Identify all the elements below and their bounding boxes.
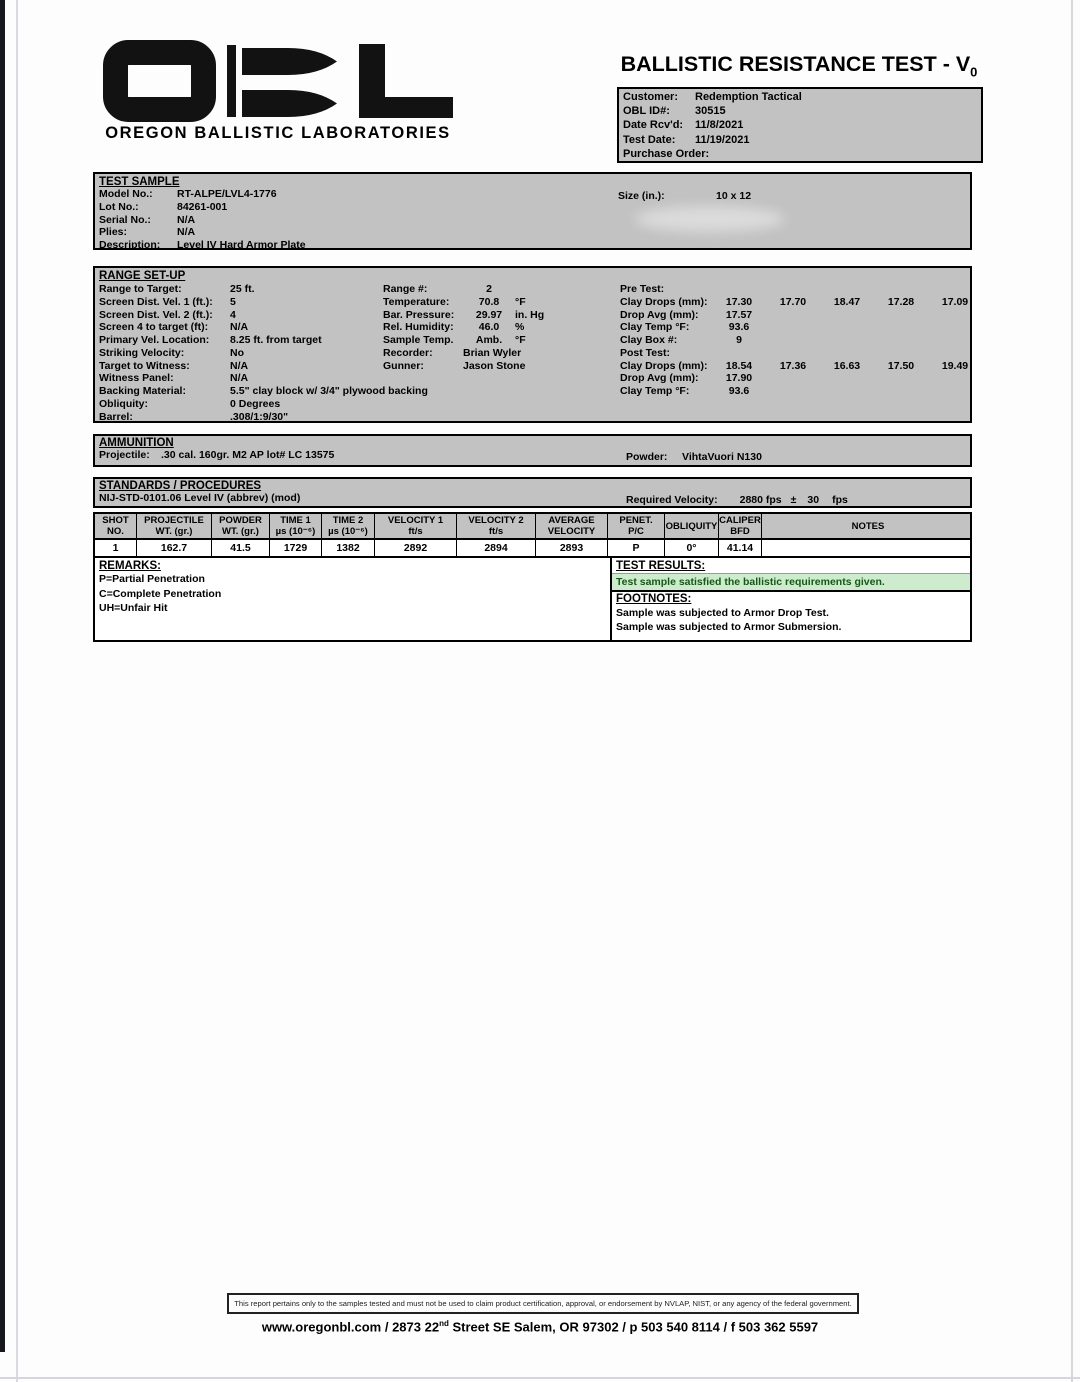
field-label: Plies: [99, 226, 128, 239]
pre-clay-drops-row [620, 296, 982, 309]
velocity-unit: fps [832, 494, 848, 506]
field-value: 84261-001 [177, 200, 228, 213]
sample-row [99, 188, 970, 201]
post-test-label: Post Test: [620, 346, 670, 359]
table-cell-notes [762, 540, 972, 556]
sample-row [99, 214, 970, 227]
field-value: 4 [230, 308, 236, 321]
pre-drop-avg-row [620, 309, 982, 322]
customer-row [623, 134, 981, 148]
field-label: Witness Panel: [99, 372, 174, 385]
column-header: CALIPER BFD [719, 514, 762, 540]
page-title-main: BALLISTIC RESISTANCE TEST - V [620, 52, 971, 76]
field-label: Serial No.: [99, 213, 151, 226]
section-heading: TEST RESULTS: [616, 560, 706, 572]
customer-row [623, 105, 981, 119]
field-value: 17.90 [725, 372, 753, 385]
field-unit: in. Hg [515, 308, 545, 321]
column-header: AVERAGE VELOCITY [536, 514, 608, 540]
clay-drop-value: 17.09 [941, 295, 969, 308]
table-cell-projectile-wt: 162.7 [137, 540, 212, 556]
column-header: TIME 2 µs (10⁻⁶) [322, 514, 375, 540]
field-label: Test Date: [623, 133, 676, 146]
field-value: N/A [230, 372, 249, 385]
page-title [612, 52, 986, 79]
range-row [99, 309, 428, 322]
remark-line: C=Complete Penetration [99, 587, 222, 600]
column-header: VELOCITY 2 ft/s [457, 514, 536, 540]
plus-minus-sign: ± [790, 494, 797, 506]
range-row [383, 321, 544, 334]
remarks-section [93, 556, 612, 642]
field-label: Purchase Order: [623, 147, 710, 160]
section-heading: REMARKS: [99, 560, 161, 572]
table-cell-caliper-bfd: 41.14 [719, 540, 762, 556]
field-label: Range #: [383, 283, 428, 295]
column-header: VELOCITY 1 ft/s [375, 514, 457, 540]
field-label: Projectile: [99, 449, 150, 461]
post-clay-drops-row [620, 360, 982, 373]
range-row [99, 283, 428, 296]
field-label: Clay Drops (mm): [620, 359, 708, 372]
table-cell-obliquity: 0° [665, 540, 719, 556]
field-label: Temperature: [383, 295, 450, 308]
field-label: Range to Target: [99, 283, 182, 295]
field-value: Jason Stone [463, 359, 526, 372]
field-label: Screen 4 to target (ft): [99, 321, 209, 334]
field-label: Barrel: [99, 410, 133, 423]
range-row [383, 296, 544, 309]
field-value: 29.97 [475, 308, 503, 321]
field-value: Redemption Tactical [695, 91, 802, 103]
clay-drop-value: 19.49 [941, 359, 969, 372]
field-label: Bar. Pressure: [383, 308, 455, 321]
column-header: NOTES [762, 514, 972, 540]
field-label: Required Velocity: [626, 494, 718, 506]
test-results-section [610, 556, 972, 642]
test-result-status: Test sample satisfied the ballistic requirements given. [612, 573, 970, 592]
clay-drop-value: 17.36 [779, 359, 807, 372]
field-unit: °F [515, 334, 526, 346]
field-value: N/A [177, 226, 196, 239]
standard-name: NIJ-STD-0101.06 Level IV (abbrev) (mod) [99, 492, 301, 504]
table-cell-powder-wt: 41.5 [212, 540, 270, 556]
field-value: 5 [230, 295, 236, 308]
table-cell-penetration: P [608, 540, 665, 556]
disclaimer-box: This report pertains only to the samples tested and must not be used to claim product certification, approval, or endorsement by NVLAP, NIST, or any agency of the federal government. [227, 1293, 859, 1314]
range-row [99, 385, 428, 398]
section-heading: FOOTNOTES: [616, 593, 692, 605]
standards-section [93, 477, 972, 508]
range-setup-left-column [99, 283, 428, 423]
footnote-line: Sample was subjected to Armor Drop Test. [616, 607, 829, 619]
clay-drop-value: 18.47 [833, 295, 861, 308]
contact-footer [0, 1319, 1080, 1334]
contact-footer-ordinal: nd [439, 1319, 449, 1328]
shot-data-table [93, 512, 972, 558]
clay-drop-value: 18.54 [725, 359, 753, 372]
sample-row [99, 226, 970, 239]
column-header: POWDER WT. (gr.) [212, 514, 270, 540]
table-cell-time1: 1729 [270, 540, 322, 556]
range-row [383, 347, 544, 360]
field-value: 46.0 [478, 321, 500, 334]
field-value: Level IV Hard Armor Plate [177, 239, 306, 252]
ammunition-section [93, 434, 972, 467]
clay-drop-value: 17.50 [887, 359, 915, 372]
customer-row [623, 91, 981, 105]
range-setup-middle-column [383, 283, 544, 372]
table-cell-velocity1: 2892 [375, 540, 457, 556]
field-value: 10 x 12 [716, 190, 752, 202]
range-row [383, 283, 544, 296]
table-cell-average-velocity: 2893 [536, 540, 608, 556]
range-row [99, 296, 428, 309]
clay-drop-value: 17.70 [779, 295, 807, 308]
field-label: Clay Temp °F: [620, 385, 690, 397]
field-value: 17.57 [725, 308, 753, 321]
column-header: OBLIQUITY [665, 514, 719, 540]
field-value: No [230, 346, 244, 359]
range-row [99, 334, 428, 347]
range-row [99, 347, 428, 360]
field-unit: °F [515, 295, 526, 308]
field-value: .308/1:9/30" [230, 410, 289, 423]
column-header: PENET. P/C [608, 514, 665, 540]
clay-drop-value: 17.28 [887, 295, 915, 308]
sample-size-row [618, 190, 751, 202]
scan-line-left [16, 0, 18, 1382]
range-row [383, 309, 544, 322]
field-value: Amb. [475, 334, 503, 346]
projectile-row [99, 449, 970, 461]
field-label: Drop Avg (mm): [620, 308, 699, 321]
field-label: Clay Temp °F: [620, 321, 690, 334]
section-heading: STANDARDS / PROCEDURES [99, 480, 262, 492]
field-value: 8.25 ft. from target [230, 334, 322, 346]
field-value: N/A [177, 213, 196, 226]
powder-row [626, 451, 762, 463]
range-row [99, 411, 428, 424]
field-value: N/A [230, 321, 249, 334]
logo-subtitle: OREGON BALLISTIC LABORATORIES [105, 124, 451, 142]
field-label: Rel. Humidity: [383, 321, 454, 334]
field-value: 25 ft. [230, 283, 255, 295]
range-setup-section [93, 266, 972, 423]
field-label: Date Rcv'd: [623, 119, 684, 132]
range-row [99, 372, 428, 385]
pre-clay-temp-row [620, 321, 982, 334]
sample-row [99, 239, 970, 252]
field-value: VihtaVuori N130 [682, 451, 762, 463]
clay-box-row [620, 334, 982, 347]
field-unit: % [515, 321, 525, 334]
field-value: 93.6 [728, 321, 750, 334]
clay-drop-value: 16.63 [833, 359, 861, 372]
field-label: Powder: [626, 451, 668, 463]
field-value: 93.6 [728, 385, 750, 397]
section-heading: RANGE SET-UP [99, 270, 186, 282]
scan-smudge [635, 206, 785, 232]
test-sample-section [93, 172, 972, 250]
field-label: Screen Dist. Vel. 1 (ft.): [99, 295, 213, 308]
column-header: TIME 1 µs (10⁻⁶) [270, 514, 322, 540]
obl-logo-icon [103, 40, 453, 124]
sample-row [99, 201, 970, 214]
field-label: Obliquity: [99, 397, 148, 410]
range-row [99, 398, 428, 411]
field-value: 5.5" clay block w/ 3/4" plywood backing [230, 385, 428, 397]
post-clay-temp-row [620, 385, 982, 398]
customer-info-box [617, 87, 983, 163]
page-title-subscript: 0 [970, 64, 978, 80]
field-value: 2 [486, 283, 492, 295]
field-label: Gunner: [383, 359, 424, 372]
required-velocity-value: 2880 fps [739, 494, 782, 506]
field-label: Screen Dist. Vel. 2 (ft.): [99, 308, 213, 321]
contact-footer-pre: www.oregonbl.com / 2873 22 [261, 1319, 440, 1335]
contact-footer-post: Street SE Salem, OR 97302 / p 503 540 8114 / f 503 362 5597 [448, 1319, 819, 1335]
field-value: 11/8/2021 [695, 119, 744, 132]
section-heading: AMMUNITION [99, 437, 174, 449]
clay-drop-value: 17.30 [725, 295, 753, 308]
field-label: Lot No.: [99, 200, 139, 213]
pre-test-label: Pre Test: [620, 283, 665, 295]
customer-row [623, 119, 981, 133]
field-value: 11/19/2021 [695, 133, 750, 146]
remark-line: P=Partial Penetration [99, 573, 205, 585]
field-label: Clay Box #: [620, 334, 678, 346]
customer-row [623, 148, 981, 162]
field-label: Sample Temp. [383, 334, 454, 346]
remark-line: UH=Unfair Hit [99, 602, 168, 614]
table-cell-time2: 1382 [322, 540, 375, 556]
field-value: Brian Wyler [463, 346, 522, 359]
field-label: Customer: [623, 91, 679, 103]
range-row [99, 360, 428, 373]
range-row [99, 321, 428, 334]
scan-line-right [1071, 0, 1073, 1382]
column-header: SHOT NO. [95, 514, 137, 540]
field-label: Primary Vel. Location: [99, 334, 210, 346]
table-cell-velocity2: 2894 [457, 540, 536, 556]
range-row [383, 334, 544, 347]
field-value: 9 [736, 334, 742, 346]
field-value: N/A [230, 359, 249, 372]
field-label: Description: [99, 239, 161, 252]
field-value: 70.8 [478, 295, 500, 308]
velocity-tolerance: 30 [807, 494, 820, 506]
required-velocity-row [626, 494, 848, 506]
range-setup-right-column [620, 283, 982, 398]
column-header: PROJECTILE WT. (gr.) [137, 514, 212, 540]
field-value: 30515 [695, 105, 726, 118]
range-row [383, 360, 544, 373]
field-value: .30 cal. 160gr. M2 AP lot# LC 13575 [161, 449, 335, 461]
scan-line-bottom [0, 1377, 1080, 1379]
field-label: Recorder: [383, 346, 433, 359]
field-label: OBL ID#: [623, 105, 670, 118]
field-label: Target to Witness: [99, 359, 190, 372]
section-heading: TEST SAMPLE [99, 176, 180, 188]
field-value: 0 Degrees [230, 397, 281, 410]
field-label: Model No.: [99, 188, 153, 200]
field-label: Striking Velocity: [99, 346, 185, 359]
scan-edge-left [0, 0, 5, 1352]
footnote-line: Sample was subjected to Armor Submersion. [616, 621, 842, 633]
post-drop-avg-row [620, 372, 982, 385]
field-label: Drop Avg (mm): [620, 372, 699, 385]
field-label: Size (in.): [618, 190, 665, 202]
field-label: Backing Material: [99, 385, 186, 397]
field-value: RT-ALPE/LVL4-1776 [177, 188, 277, 200]
table-cell-shot-no: 1 [95, 540, 137, 556]
field-label: Clay Drops (mm): [620, 295, 708, 308]
